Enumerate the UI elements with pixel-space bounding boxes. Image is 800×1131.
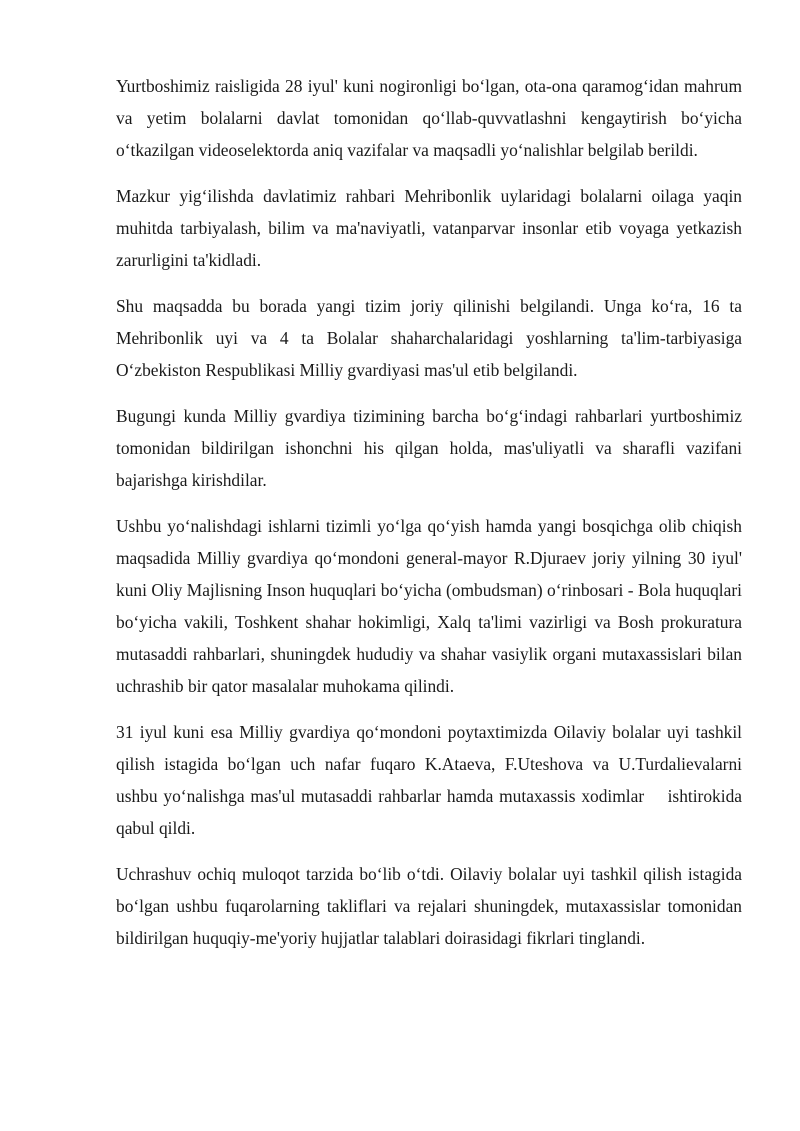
paragraph: Ushbu yo‘nalishdagi ishlarni tizimli yo‘lga qo‘yish hamda yangi bosqichga olib chiqish maqsadida Milliy gvardiya qo‘mondoni general-mayor R.Djuraev joriy yilning 30 iyul' kuni Oliy Majlisning Inson huquqlari bo‘yicha (ombudsman) o‘rinbosari - Bola huquqlari bo‘yicha vakili, Toshkent shahar hokimligi, Xalq ta'limi vazirligi va Bosh prokuratura mutasaddi rahbarlari, shuningdek hududiy va shahar vasiylik organi mutaxassislari bilan uchrashib bir qator masalalar muhokama qilindi. [116, 516, 742, 696]
paragraph: Mazkur yig‘ilishda davlatimiz rahbari Mehribonlik uylaridagi bolalarni oilaga yaqin muhitda tarbiyalash, bilim va ma'naviyatli, vatanparvar insonlar etib voyaga yetkazish zarurligini ta'kidladi. [116, 186, 742, 270]
paragraph: Yurtboshimiz raisligida 28 iyul' kuni nogironligi bo‘lgan, ota-ona qaramog‘idan mahrum va yetim bolalarni davlat tomonidan qo‘llab-quvvatlashni kengaytirish bo‘yicha o‘tkazilgan videoselektorda aniq vazifalar va maqsadli yo‘nalishlar belgilab berildi. [116, 76, 742, 160]
paragraph: 31 iyul kuni esa Milliy gvardiya qo‘mondoni poytaxtimizda Oilaviy bolalar uyi tashkil qilish istagida bo‘lgan uch nafar fuqaro K.Ataeva, F.Uteshova va U.Turdalievalarni ushbu yo‘nalishga mas'ul mutasaddi rahbarlar hamda mutaxassis xodimlar ishtirokida qabul qildi. [116, 722, 751, 838]
document-page [116, 70, 751, 968]
paragraph: Uchrashuv ochiq muloqot tarzida bo‘lib o‘tdi. Oilaviy bolalar uyi tashkil qilish istagida bo‘lgan ushbu fuqarolarning takliflari va rejalari shuningdek, mutaxassislar tomonidan bildirilgan huquqiy-me'yoriy hujjatlar talablari doirasidagi fikrlari tinglandi. [116, 864, 742, 948]
paragraph: Shu maqsadda bu borada yangi tizim joriy qilinishi belgilandi. Unga ko‘ra, 16 ta Mehribonlik uyi va 4 ta Bolalar shaharchalaridagi yoshlarning ta'lim-tarbiyasiga O‘zbekiston Respublikasi Milliy gvardiyasi mas'ul etib belgilandi. [116, 296, 742, 380]
paragraph: Bugungi kunda Milliy gvardiya tizimining barcha bo‘g‘indagi rahbarlari yurtboshimiz tomonidan bildirilgan ishonchni his qilgan holda, mas'uliyatli va sharafli vazifani bajarishga kirishdilar. [116, 406, 742, 490]
